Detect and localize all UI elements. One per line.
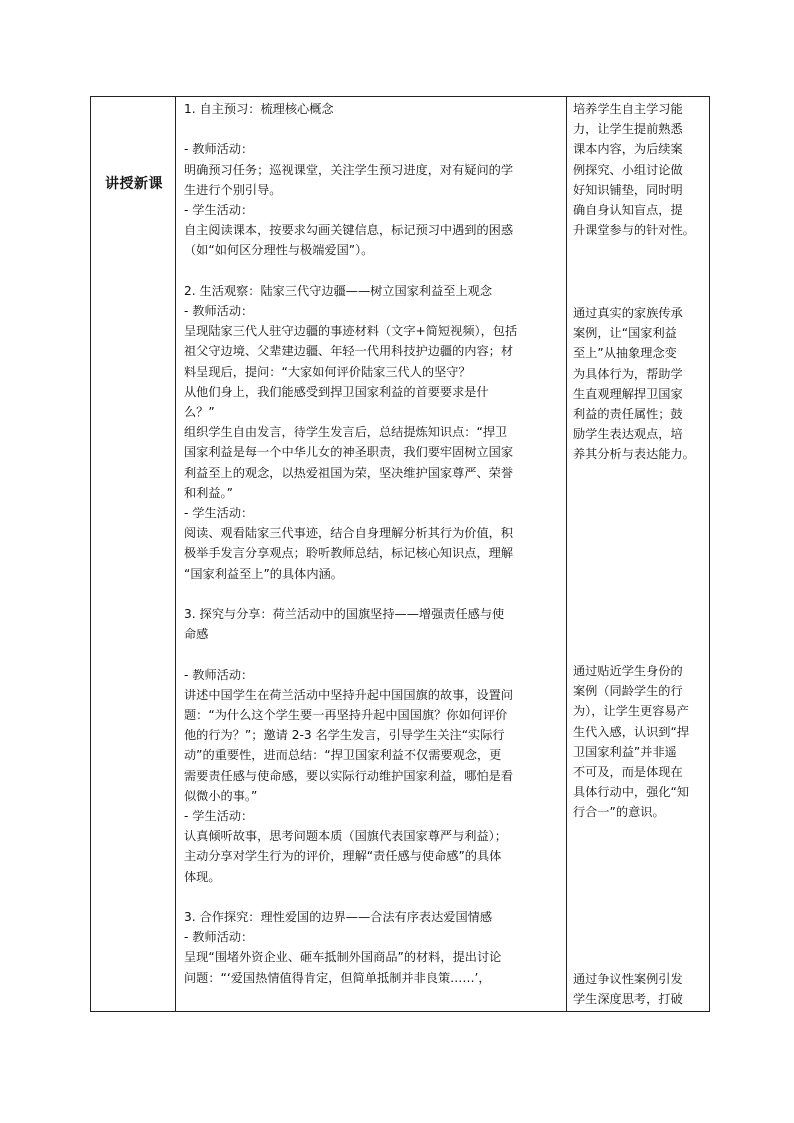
design-intent-block-1 bbox=[573, 99, 705, 240]
design-intent-line: 生直观理解捍卫国家 bbox=[573, 386, 683, 401]
text-line: 呈现“围堵外资企业、砸车抵制外国商品”的材料，提出讨论 bbox=[184, 950, 502, 965]
design-intent-line: 通过贴近学生身份的 bbox=[573, 664, 683, 678]
text-line: （如“如何区分理性与极端爱国”）。 bbox=[184, 243, 374, 258]
design-intent-line: 案例（同龄学生的行 bbox=[573, 684, 683, 699]
text-line: 讲述中国学生在荷兰活动中坚持升起中国国旗的故事，设置问 bbox=[184, 687, 514, 702]
design-intent-line: 学生深度思考，打破 bbox=[573, 992, 683, 1007]
text-line: 明确预习任务；巡视课堂，关注学生预习进度，对有疑问的学 bbox=[184, 162, 514, 177]
design-intent-line: 生代入感，认识到“捍 bbox=[573, 724, 690, 739]
design-intent-line: 通过争议性案例引发 bbox=[573, 972, 683, 986]
blank-line bbox=[184, 261, 562, 281]
blank-line bbox=[184, 644, 562, 664]
text-line: 自主阅读课本，按要求勾画关键信息，标记预习中遇到的困惑 bbox=[184, 223, 514, 238]
text-line: 1. 自主预习：梳理核心概念 bbox=[184, 102, 334, 116]
design-intent-line: 确自身认知盲点，提 bbox=[573, 203, 683, 218]
design-intent-line: 为具体行为，帮助学 bbox=[573, 366, 683, 381]
text-line: 料呈现后，提问：“大家如何评价陆家三代人的坚守？ bbox=[184, 364, 471, 379]
text-line: 2. 生活观察：陆家三代守边疆——树立国家利益至上观念 bbox=[184, 283, 493, 298]
text-line: - 学生活动： bbox=[184, 203, 254, 217]
text-line: 国家利益是每一个中华儿女的神圣职责，我们要牢固树立国家 bbox=[184, 445, 514, 460]
text-line: 阅读、观看陆家三代事迹，结合自身理解分析其行为价值，积 bbox=[184, 526, 514, 541]
text-line: 利益至上的观念，以热爱祖国为荣，坚决维护国家尊严、荣誉 bbox=[184, 465, 514, 480]
design-intent-block-4 bbox=[573, 969, 705, 1009]
column-divider-1 bbox=[175, 97, 176, 1011]
design-intent-block-3 bbox=[573, 661, 705, 823]
text-line: 极举手发言分享观点；聆听教师总结，标记核心知识点，理解 bbox=[184, 546, 514, 561]
text-line: 祖父守边境、父辈建边疆、年轻一代用科技护边疆的内容；材 bbox=[184, 344, 514, 359]
teaching-process-column bbox=[184, 99, 562, 988]
text-line: 生进行个别引导。 bbox=[184, 182, 282, 197]
design-intent-line: 例探究、小组讨论做 bbox=[573, 162, 683, 177]
design-intent-line: 为），让学生更容易产 bbox=[573, 704, 689, 719]
design-intent-line: 好知识铺垫，同时明 bbox=[573, 182, 683, 197]
text-line: 命感 bbox=[184, 627, 209, 642]
text-line: 问题：“‘爱国热情值得肯定，但简单抵制并非良策……’， bbox=[184, 970, 491, 985]
blank-line bbox=[184, 584, 562, 604]
column-divider-2 bbox=[566, 97, 567, 1011]
text-line: - 学生活动： bbox=[184, 506, 254, 521]
text-line: 似微小的事。” bbox=[184, 788, 258, 803]
text-line: - 教师活动： bbox=[184, 142, 254, 157]
design-intent-line: 利益的责任属性；鼓 bbox=[573, 407, 683, 422]
blank-line bbox=[184, 119, 562, 139]
text-line: 题：“为什么这个学生要一再坚持升起中国国旗？你如何评价 bbox=[184, 708, 508, 723]
design-intent-line: 行合一”的意识。 bbox=[573, 805, 665, 820]
design-intent-line: 课本内容，为后续案 bbox=[573, 142, 683, 157]
text-line: 认真倾听故事，思考问题本质（国旗代表国家尊严与利益）； bbox=[184, 829, 507, 844]
blank-line bbox=[184, 887, 562, 907]
design-intent-line: 养其分析与表达能力。 bbox=[573, 447, 695, 462]
design-intent-line: 升课堂参与的针对性。 bbox=[573, 223, 695, 238]
text-line: - 学生活动： bbox=[184, 809, 254, 824]
design-intent-line: 励学生表达观点，培 bbox=[573, 427, 683, 442]
text-line: 3. 合作探究：理性爱国的边界——合法有序表达爱国情感 bbox=[184, 910, 493, 925]
design-intent-line: 具体行动中，强化“知 bbox=[573, 785, 690, 800]
text-line: 3. 探究与分享：荷兰活动中的国旗坚持——增强责任感与使 bbox=[184, 607, 505, 622]
text-line: 么？” bbox=[184, 405, 215, 420]
lesson-plan-table bbox=[90, 96, 710, 1012]
design-intent-line: 力，让学生提前熟悉 bbox=[573, 122, 683, 137]
design-intent-line: 案例，让“国家利益 bbox=[573, 326, 677, 341]
text-line: 体现。 bbox=[184, 869, 221, 884]
text-line: 他的行为？”；邀请 2-3 名学生发言，引导学生关注“实际行 bbox=[184, 728, 505, 743]
design-intent-block-2 bbox=[573, 303, 705, 465]
design-intent-line: 卫国家利益”并非遥 bbox=[573, 744, 677, 759]
design-intent-line: 通过真实的家族传承 bbox=[573, 306, 683, 320]
design-intent-line: 不可及，而是体现在 bbox=[573, 765, 683, 780]
text-line: - 教师活动： bbox=[184, 304, 254, 318]
text-line: - 教师活动： bbox=[184, 667, 254, 682]
text-line: 主动分享对学生行为的评价，理解“责任感与使命感”的具体 bbox=[184, 849, 502, 864]
design-intent-line: 至上”从抽象理念变 bbox=[573, 346, 677, 361]
text-line: “国家利益至上”的具体内涵。 bbox=[184, 566, 343, 581]
text-line: 组织学生自由发言，待学生发言后，总结提炼知识点：“捍卫 bbox=[184, 425, 508, 440]
text-line: 呈现陆家三代人驻守边疆的事迹材料（文字+简短视频），包括 bbox=[184, 324, 518, 339]
text-line: 从他们身上，我们能感受到捍卫国家利益的首要要求是什 bbox=[184, 384, 489, 399]
text-line: 需要责任感与使命感，要以实际行动维护国家利益，哪怕是看 bbox=[184, 768, 514, 783]
design-intent-line: 培养学生自主学习能 bbox=[573, 102, 683, 116]
section-label: 讲授新课 bbox=[105, 176, 163, 192]
text-line: - 教师活动： bbox=[184, 930, 254, 945]
text-line: 动”的重要性，进而总结：“捍卫国家利益不仅需要观念，更 bbox=[184, 748, 502, 763]
text-line: 和利益。” bbox=[184, 485, 233, 500]
